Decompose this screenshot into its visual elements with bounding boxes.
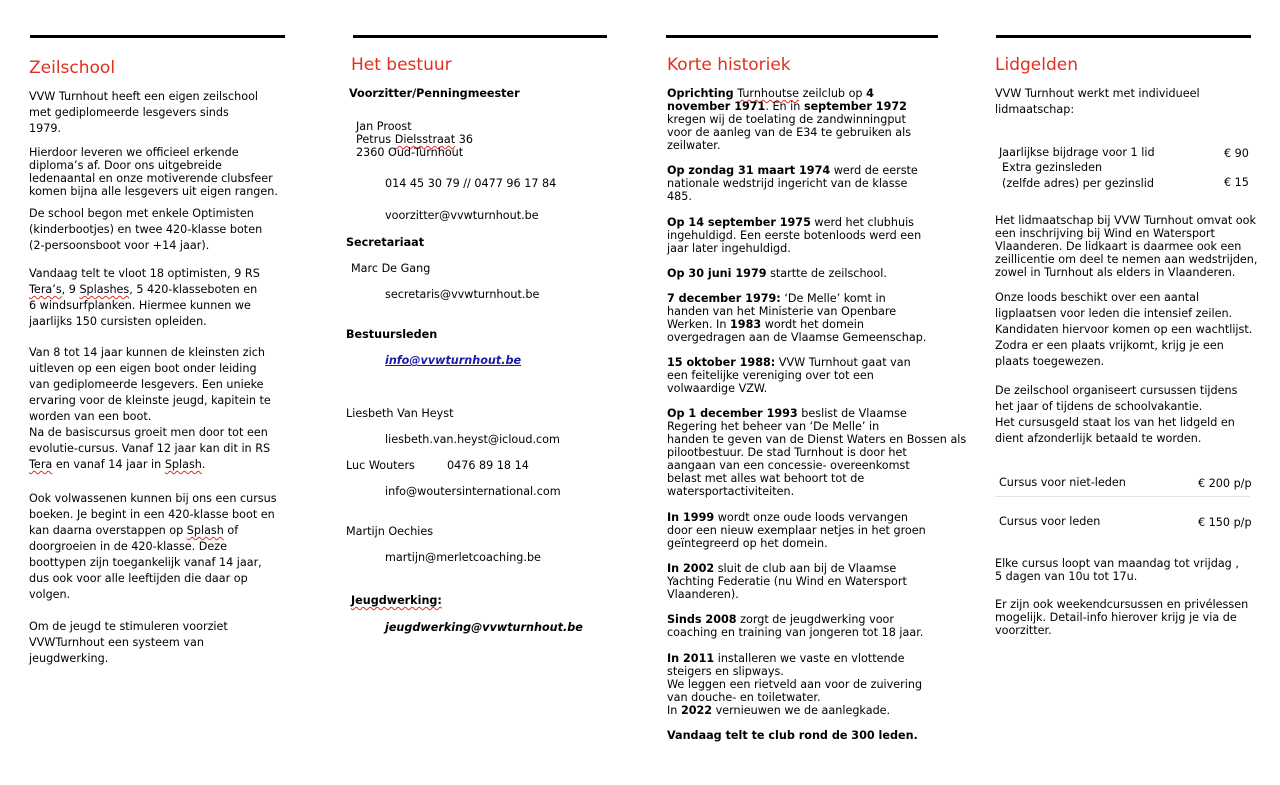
chairman-phones: 014 45 30 79 // 0477 96 17 84 xyxy=(385,177,557,190)
courses-info: De zeilschool organiseert cursussen tijdens het jaar of tijdens de schoolvakantie. Het cursusgeld staat los van het lidgeld en dient afzonderlijk betaald te worden. xyxy=(995,384,1238,445)
course-nonmember-price: € 200 p/p xyxy=(1198,477,1252,490)
berths-info: Onze loods beschikt over een aantal ligplaatsen voor leden die intensief zeilen. Kandidaten hiervoor komen op een wachtlijst. Zodra er een plaats vrijkomt, krijg je een plaats toegewezen. xyxy=(995,291,1253,368)
history-1993: Op 1 december 1993 beslist de Vlaamse Regering het beheer van ‘De Melle’ in handen te geven van de Dienst Waters en Bossen als pilootbestuur. De stad Turnhout is door het aangaan van een concessie- overeenkomst belast met alles wat behoort tot de watersportactiviteiten. xyxy=(667,407,967,498)
chairman-address: Jan Proost Petrus Dielsstraat 36 2360 Oud-Turnhout xyxy=(356,120,473,159)
role-youth: Jeugdwerking: xyxy=(351,594,442,607)
youth-email: jeugdwerking@vvwturnhout.be xyxy=(385,621,583,634)
history-2008: Sinds 2008 zorgt de jeugdwerking voor coaching en training van jongeren tot 18 jaar. xyxy=(667,613,924,639)
history-1988: 15 oktober 1988: VVW Turnhout gaat van een feitelijke vereniging over tot een volwaardige VZW. xyxy=(667,356,911,395)
fee-single-price: € 90 xyxy=(1224,147,1249,160)
course-member-label: Cursus voor leden xyxy=(999,515,1101,528)
course-schedule: Elke cursus loopt van maandag tot vrijdag , 5 dagen van 10u tot 17u. xyxy=(995,557,1239,583)
member-name-luc: Luc Wouters xyxy=(346,459,415,472)
heading-bestuur: Het bestuur xyxy=(351,55,452,75)
fee-family-price: € 15 xyxy=(1224,176,1249,189)
paragraph-intro: VVW Turnhout heeft een eigen zeilschool met gediplomeerde lesgevers sinds 1979. xyxy=(29,90,259,135)
secretary-name: Marc De Gang xyxy=(351,262,431,275)
paragraph-fleet: Vandaag telt te vloot 18 optimisten, 9 RS Tera’s, 9 Splashes, 5 420-klasseboten en 6 windsurfplanken. Hiermee kunnen we jaarlijks 150 cursisten opleiden. xyxy=(29,267,260,328)
history-1974: Op zondag 31 maart 1974 werd de eerste nationale wedstrijd ingericht van de klasse 485. xyxy=(667,164,918,203)
role-board-members: Bestuursleden xyxy=(346,328,438,341)
column-2-rule xyxy=(353,35,607,38)
membership-includes: Het lidmaatschap bij VVW Turnhout omvat ook een inschrijving bij Wind en Watersport Vlaanderen. De lidkaart is daarmee ook een zeillicentie om deel te nemen aan wedstrijden, zowel in Turnhout als elders in Vlaanderen. xyxy=(995,214,1258,279)
membership-intro: VVW Turnhout werkt met individueel lidmaatschap: xyxy=(995,87,1200,116)
history-1979-melle: 7 december 1979: ‘De Melle’ komt in handen van het Ministerie van Openbare Werken. In 1983 wordt het domein overgedragen aan de Vlaamse Gemeenschap. xyxy=(667,292,927,344)
column-1-rule xyxy=(30,35,285,38)
member-name-liesbeth: Liesbeth Van Heyst xyxy=(346,407,454,420)
member-email-martijn: martijn@merletcoaching.be xyxy=(385,551,541,564)
heading-historiek: Korte historiek xyxy=(667,55,791,75)
history-today: Vandaag telt te club rond de 300 leden. xyxy=(667,729,918,742)
secretary-email: secretaris@vvwturnhout.be xyxy=(385,288,540,301)
history-1975: Op 14 september 1975 werd het clubhuis ingehuldigd. Een eerste botenloods werd een jaar later ingehuldigd. xyxy=(667,216,922,255)
paragraph-diplomas: Hierdoor leveren we officieel erkende diploma’s af. Door ons uitgebreide ledenaantal en onze motiverende clubsfeer komen bijna alle lesgevers uit eigen rangen. xyxy=(29,146,278,198)
member-name-martijn: Martijn Oechies xyxy=(346,525,434,538)
heading-lidgelden: Lidgelden xyxy=(995,55,1078,75)
paragraph-adults: Ook volwassenen kunnen bij ons een cursus boeken. Je begint in een 420-klasse boot en kan daarna overstappen op Splash of doorgroeien in de 420-klasse. Deze boottypen zijn toegankelijk vanaf 14 jaar, dus ook voor alle leeftijden die daar op volgen. xyxy=(29,492,277,601)
chairman-email: voorzitter@vvwturnhout.be xyxy=(385,209,539,222)
heading-zeilschool: Zeilschool xyxy=(29,58,116,78)
info-email-link[interactable]: info@vvwturnhout.be xyxy=(385,354,522,367)
history-2002: In 2002 sluit de club aan bij de Vlaamse Yachting Federatie (nu Wind en Watersport Vlaanderen). xyxy=(667,562,907,601)
course-member-price: € 150 p/p xyxy=(1198,516,1252,529)
course-nonmember-label: Cursus voor niet-leden xyxy=(999,476,1126,489)
column-3-rule xyxy=(666,35,938,38)
price-divider xyxy=(995,496,1250,497)
history-2011: In 2011 installeren we vaste en vlottende steigers en slipways. We leggen een rietveld aan voor de zuivering van douche- en toiletwater. In 2022 vernieuwen we de aanlegkade. xyxy=(667,652,923,717)
history-1971: Oprichting Turnhoutse zeilclub op 4 november 1971. En in september 1972 kregen wij de toelating de zandwinningput voor de aanleg van de E34 te gebruiken als zeilwater. xyxy=(667,87,912,152)
weekend-courses: Er zijn ook weekendcursussen en privélessen mogelijk. Detail-info hierover krijg je via de voorzitter. xyxy=(995,598,1249,637)
fee-single-label: Jaarlijkse bijdrage voor 1 lid xyxy=(999,146,1155,159)
paragraph-school-start: De school begon met enkele Optimisten (kinderbootjes) en twee 420-klasse boten (2-persoonsboot voor +14 jaar). xyxy=(29,207,263,252)
member-email-luc: info@woutersinternational.com xyxy=(385,485,561,498)
member-phone-luc: 0476 89 18 14 xyxy=(447,459,529,472)
fee-family-label: Extra gezinsleden (zelfde adres) per gezinslid xyxy=(1002,161,1154,190)
history-1999: In 1999 wordt onze oude loods vervangen door een nieuw exemplaar netjes in het groen geïntegreerd op het domein. xyxy=(667,511,926,550)
member-email-liesbeth: liesbeth.van.heyst@icloud.com xyxy=(385,433,560,446)
role-secretary: Secretariaat xyxy=(346,236,425,249)
column-4-rule xyxy=(996,35,1251,38)
paragraph-youth: Van 8 tot 14 jaar kunnen de kleinsten zich uitleven op een eigen boot onder leiding van gediplomeerde lesgevers. Een unieke ervaring voor de kleinste jeugd, kapitein te worden van een boot. Na de basiscursus groeit men door tot een evolutie-cursus. Vanaf 12 jaar kan dit in RS Tera en vanaf 14 jaar in Splash. xyxy=(29,346,271,471)
paragraph-youth-program: Om de jeugd te stimuleren voorziet VVWTurnhout een systeem van jeugdwerking. xyxy=(29,620,228,665)
role-chairman: Voorzitter/Penningmeester xyxy=(349,87,520,100)
history-1979-school: Op 30 juni 1979 startte de zeilschool. xyxy=(667,267,887,280)
